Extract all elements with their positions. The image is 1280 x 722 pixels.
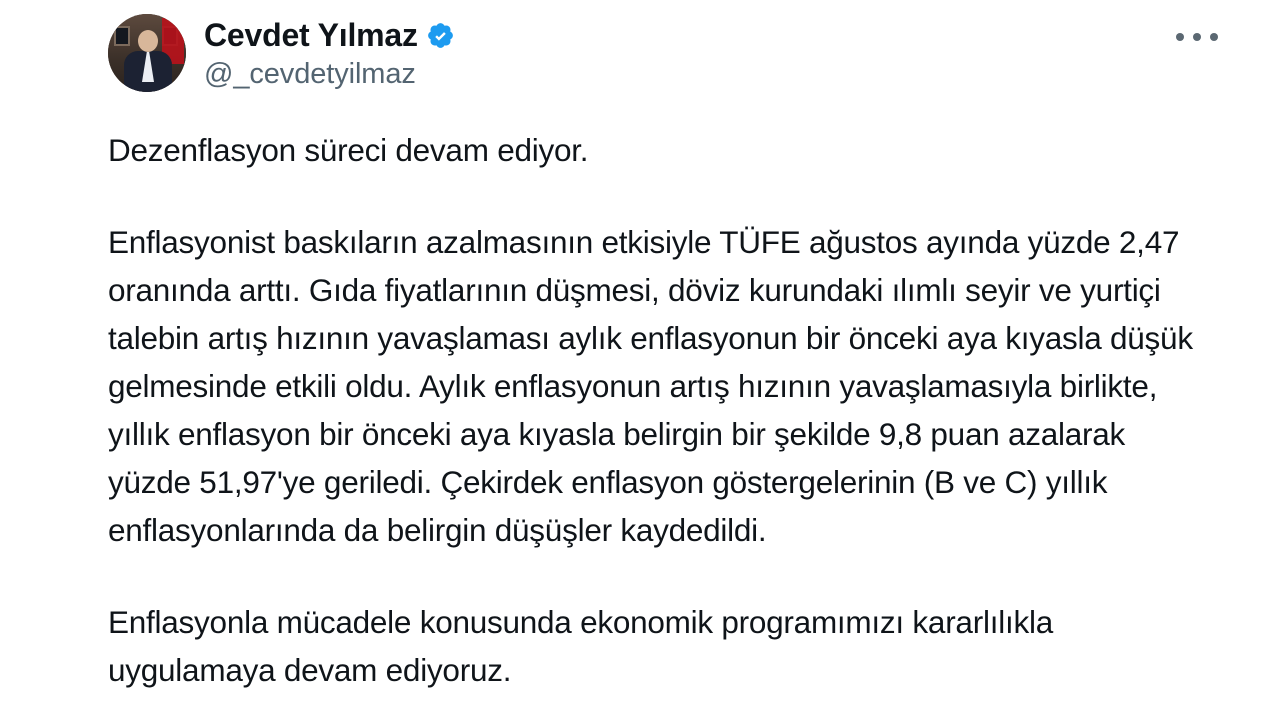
more-dot-3: [1210, 33, 1218, 41]
avatar-person-head: [138, 30, 158, 52]
display-name-row: [204, 18, 455, 54]
author-display-name[interactable]: Cevdet Yılmaz: [204, 17, 418, 53]
author-name-block: [204, 14, 455, 91]
author-handle[interactable]: @_cevdetyilmaz: [204, 57, 416, 90]
more-dot-2: [1193, 33, 1201, 41]
more-dot-1: [1176, 33, 1184, 41]
tweet-header: [108, 14, 1220, 100]
verified-badge-icon: [426, 21, 455, 50]
tweet-text: [108, 126, 1213, 694]
tweet-paragraph-3: Enflasyonla mücadele konusunda ekonomik programımızı kararlılıkla uygulamaya devam ediyoruz.: [108, 604, 1053, 688]
avatar[interactable]: [108, 14, 186, 92]
tweet-paragraph-2: Enflasyonist baskıların azalmasının etkisiyle TÜFE ağustos ayında yüzde 2,47 oranında arttı. Gıda fiyatlarının düşmesi, döviz kurundaki ılımlı seyir ve yurtiçi talebin artış hızının yavaşlaması aylık enflasyonun bir önceki aya kıyasla düşük gelmesinde etkili oldu. Aylık enflasyonun artış hızının yavaşlamasıyla birlikte, yıllık enflasyon bir önceki aya kıyasla belirgin bir şekilde 9,8 puan azalarak yüzde 51,97'ye geriledi. Çekirdek enflasyon göstergelerinin (B ve C) yıllık enflasyonlarında da belirgin düşüşler kaydedildi.: [108, 224, 1193, 548]
tweet-paragraph-1: Dezenflasyon süreci devam ediyor.: [108, 132, 589, 168]
more-options-button[interactable]: [1176, 24, 1218, 50]
avatar-picture-frame-left: [114, 26, 130, 46]
